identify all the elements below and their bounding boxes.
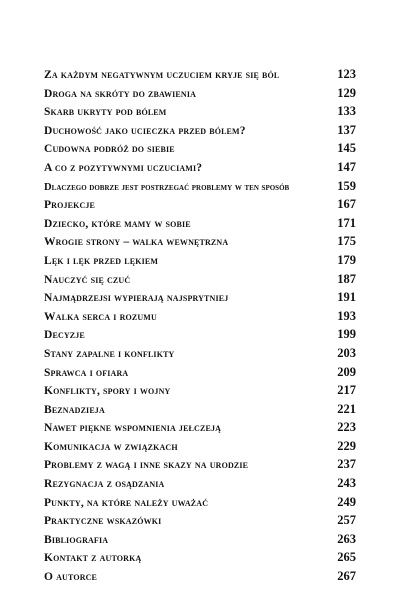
toc-entry-title: Skarb ukryty pod bólem — [44, 106, 167, 119]
toc-entry-page: 223 — [337, 420, 356, 435]
toc-entry-title: Dlaczego dobrze jest postrzegać problemy w ten sposób — [44, 181, 290, 193]
toc-entry-page: 193 — [337, 308, 356, 323]
toc-entry — [44, 530, 356, 549]
toc-entry-title: Duchowość jako ucieczka przed bólem? — [44, 124, 246, 137]
toc-entry-page: 243 — [337, 476, 356, 491]
toc-entry-title: Praktyczne wskazówki — [44, 515, 162, 528]
toc-entry-title: A co z pozytywnymi uczuciami? — [44, 161, 203, 174]
toc-entry-title: Stany zapalne i konflikty — [44, 347, 175, 360]
toc-entry — [44, 84, 356, 103]
toc-entry-title: Problemy z wagą i inne skazy na urodzie — [44, 459, 249, 472]
toc-entry — [44, 177, 356, 196]
toc-entry-page: 123 — [337, 67, 356, 81]
toc-entry — [44, 158, 356, 177]
toc-entry-title: Cudowna podróż do siebie — [44, 143, 175, 156]
toc-entry-page: 221 — [337, 401, 356, 416]
toc-entry — [44, 511, 356, 530]
toc-entry-page: 129 — [337, 85, 356, 100]
toc-entry-title: Projekcje — [44, 199, 96, 212]
toc-entry-page: 191 — [337, 290, 356, 305]
toc-entry-page: 159 — [337, 178, 356, 193]
toc-entry — [44, 307, 356, 326]
toc-entry-title: Dziecko, które mamy w sobie — [44, 217, 191, 230]
toc-entry-page: 137 — [337, 122, 356, 137]
toc-entry — [44, 288, 356, 307]
toc-entry-page: 145 — [337, 141, 356, 156]
toc-entry-title: Najmądrzejsi wypierają najsprytniej — [44, 292, 229, 305]
toc-entry — [44, 251, 356, 270]
toc-entry-title: Walka serca i rozumu — [44, 310, 157, 323]
toc-entry-page: 199 — [337, 327, 356, 342]
table-of-contents — [44, 65, 356, 586]
toc-entry — [44, 363, 356, 382]
toc-entry-page: 203 — [337, 345, 356, 360]
toc-entry-page: 209 — [337, 364, 356, 379]
toc-entry-page: 171 — [337, 215, 356, 230]
toc-entry — [44, 493, 356, 512]
toc-entry-title: Bibliografia — [44, 533, 109, 546]
toc-entry-title: Decyzje — [44, 329, 85, 342]
toc-entry-title: Beznadzieja — [44, 403, 105, 416]
toc-entry-page: 179 — [337, 252, 356, 267]
toc-entry-title: Rezygnacja z osądzania — [44, 478, 165, 491]
toc-entry — [44, 232, 356, 251]
toc-entry-title: Droga na skróty do zbawienia — [44, 87, 197, 100]
toc-entry — [44, 548, 356, 567]
toc-entry — [44, 437, 356, 456]
toc-entry — [44, 325, 356, 344]
toc-entry-title: Konflikty, spory i wojny — [44, 385, 171, 398]
toc-entry-page: 133 — [337, 104, 356, 119]
toc-entry — [44, 344, 356, 363]
toc-entry-page: 267 — [337, 569, 356, 584]
toc-entry — [44, 102, 356, 121]
toc-entry — [44, 195, 356, 214]
toc-entry — [44, 139, 356, 158]
toc-entry-title: Nauczyć się czuć — [44, 273, 131, 286]
toc-entry-page: 217 — [337, 383, 356, 398]
toc-entry-title: Punkty, na które należy uważać — [44, 496, 209, 509]
toc-entry-page: 249 — [337, 494, 356, 509]
toc-entry-page: 147 — [337, 159, 356, 174]
toc-entry — [44, 381, 356, 400]
toc-entry — [44, 567, 356, 586]
toc-entry-page: 257 — [337, 513, 356, 528]
toc-entry — [44, 418, 356, 437]
toc-entry-page: 237 — [337, 457, 356, 472]
toc-entry-page: 229 — [337, 438, 356, 453]
toc-entry — [44, 474, 356, 493]
toc-entry-page: 175 — [337, 234, 356, 249]
toc-entry-title: Kontakt z autorką — [44, 552, 142, 565]
toc-entry — [44, 214, 356, 233]
toc-entry-title: Wrogie strony – walka wewnętrzna — [44, 236, 229, 249]
toc-entry-title: Nawet piękne wspomnienia jełczeją — [44, 422, 222, 435]
toc-entry-page: 265 — [337, 550, 356, 565]
toc-entry — [44, 455, 356, 474]
toc-entry-page: 167 — [337, 197, 356, 212]
toc-entry-title: O autorce — [44, 571, 98, 584]
toc-entry-title: Komunikacja w związkach — [44, 440, 178, 453]
toc-entry-title: Sprawca i ofiara — [44, 366, 129, 379]
toc-entry — [44, 400, 356, 419]
toc-entry-title: Lęk i lęk przed lękiem — [44, 254, 159, 267]
toc-entry — [44, 65, 356, 84]
toc-entry-page: 187 — [337, 271, 356, 286]
toc-entry — [44, 121, 356, 140]
toc-entry — [44, 270, 356, 289]
toc-entry-title: Za każdym negatywnym uczuciem kryje się ból — [44, 69, 280, 81]
toc-entry-page: 263 — [337, 531, 356, 546]
